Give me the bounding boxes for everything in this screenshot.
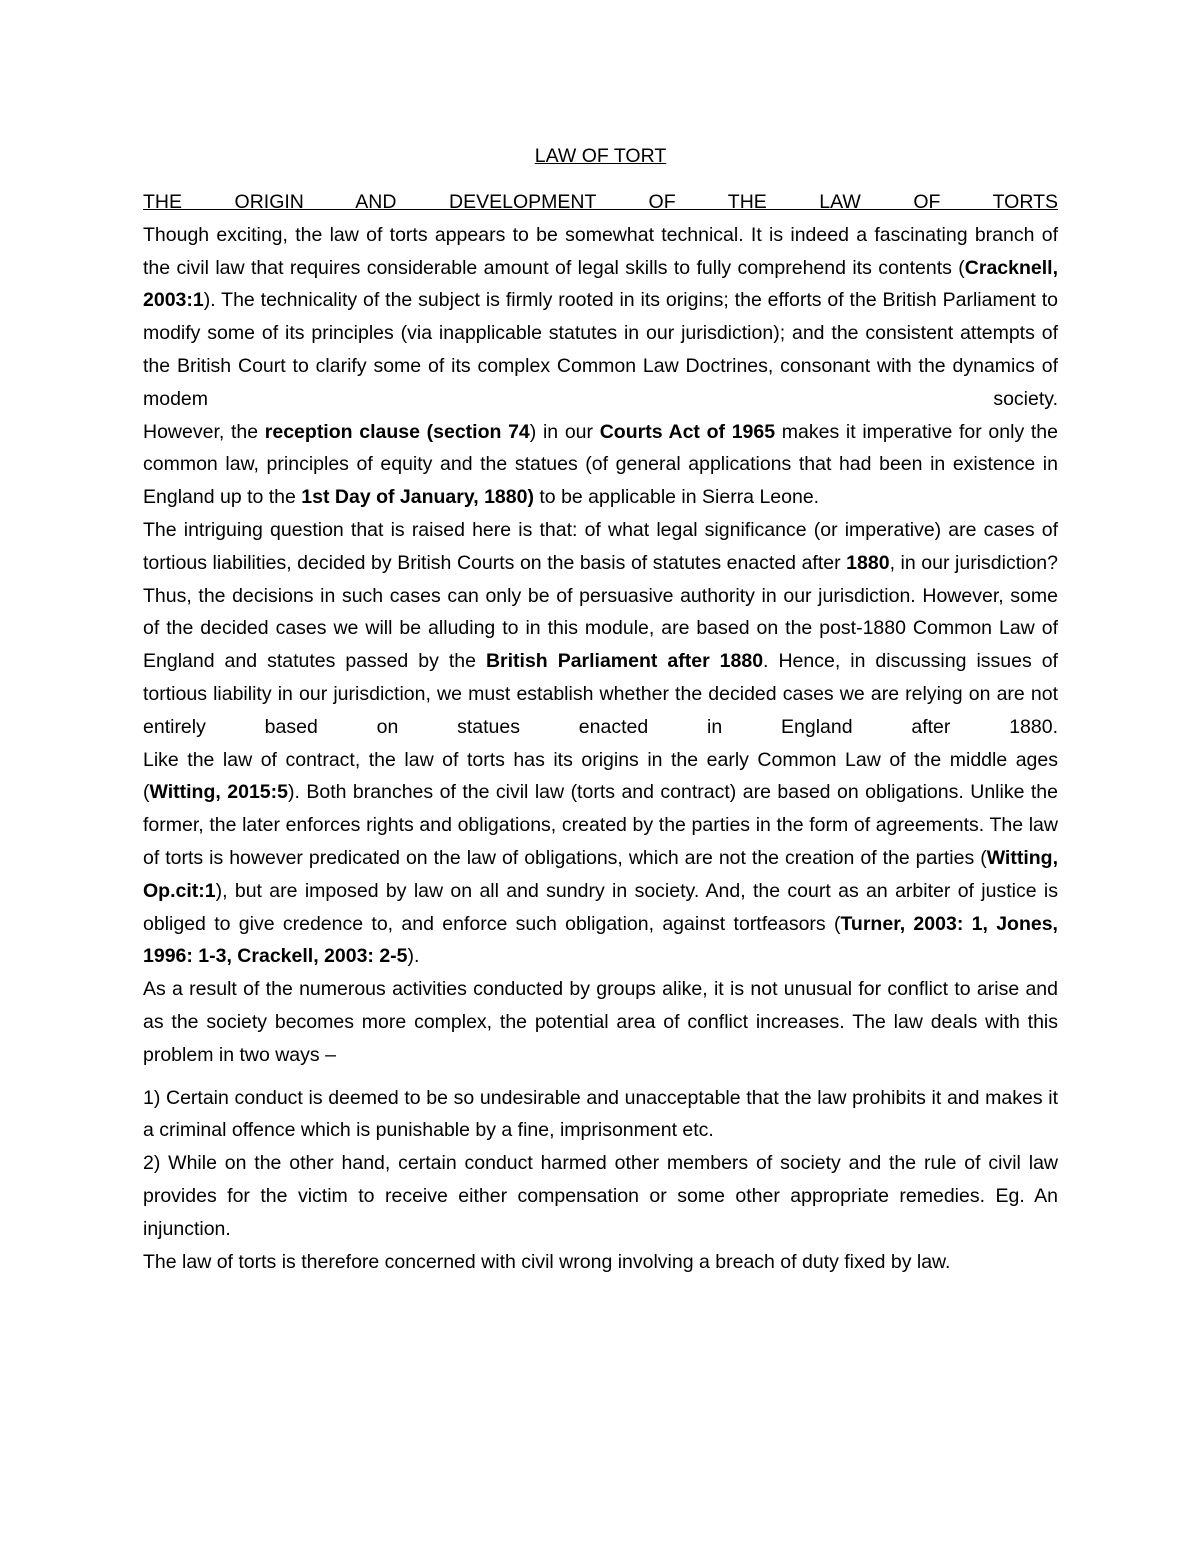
citation: Cracknell, 2003:1 [143, 256, 1058, 312]
bold-reference: 1880 [846, 551, 890, 574]
text-run: ), but are imposed by law on all and sundry in society. And, the court as an arbiter of justice is obliged to give credence to, and enforce such obligation, against tortfeasors ( [143, 879, 1058, 935]
list-item-2: 2) While on the other hand, certain conduct harmed other members of society and the rule of civil law provides for the victim to receive either compensation or some other appropriate remedies. Eg. An injunction. [143, 1152, 1058, 1240]
bold-reference: British Parliament after 1880 [485, 650, 764, 673]
text-run: ) in our [529, 420, 600, 443]
text-run: . Hence, in discussing issues of tortious liability in our jurisdiction, we must establish whether the decided cases we are relying on are not entirely based on statues enacted in England after 1880. [143, 650, 1058, 738]
paragraph-closing: The law of torts is therefore concerned with civil wrong involving a breach of duty fixed by law. [143, 1250, 951, 1273]
paragraph-origins [143, 744, 1058, 974]
section-heading: THE ORIGIN AND DEVELOPMENT OF THE LAW OF TORTS [143, 191, 1058, 213]
list-item-1: 1) Certain conduct is deemed to be so undesirable and unacceptable that the law prohibits it and makes it a criminal offence which is punishable by a fine, imprisonment etc. [143, 1086, 1058, 1142]
citation: Witting, 2015:5 [149, 781, 288, 804]
citation: Turner, 2003: 1, Jones, 1996: 1-3, Crackell, 2003: 2-5 [143, 912, 1058, 968]
paragraph-conflict: As a result of the numerous activities conducted by groups alike, it is not unusual for conflict to arise and as the society becomes more complex, the potential area of conflict increases. The law deals with this problem in two ways – [143, 978, 1058, 1066]
text-run: Like the law of contract, the law of torts has its origins in the early Common Law of the middle ages ( [143, 748, 1058, 804]
text-run: to be applicable in Sierra Leone. [533, 486, 820, 509]
text-run: makes it imperative for only the common law, principles of equity and the statues (of general applications that had been in existence in England up to the [143, 420, 1058, 509]
document-page [143, 136, 1058, 1278]
citation: Witting, Op.cit:1 [143, 846, 1058, 902]
paragraph-intro [143, 219, 1058, 416]
bold-reference: Courts Act of 1965 [599, 420, 776, 443]
bold-reference: 1st Day of January, 1880) [301, 486, 534, 509]
text-run: However, the [143, 420, 265, 443]
text-run: , in our jurisdiction? Thus, the decisions in such cases can only be of persuasive authority in our jurisdiction. However, some of the decided cases we will be alluding to in this module, are based on the post-1880 Common Law of England and statutes passed by the [143, 551, 1058, 673]
text-run: ). [407, 945, 420, 968]
text-run: The intriguing question that is raised here is that: of what legal significance (or imperative) are cases of tortious liabilities, decided by British Courts on the basis of statutes enacted after [143, 518, 1058, 574]
text-run: ). Both branches of the civil law (torts and contract) are based on obligations. Unlike the former, the later enforces rights and obligations, created by the parties in the form of agreements. The law of torts is however predicated on the law of obligations, which are not the creation of the parties ( [143, 781, 1058, 869]
paragraph-reception-clause [143, 416, 1058, 514]
bold-reference: reception clause (section 74 [264, 420, 530, 443]
paragraph-question [143, 514, 1058, 744]
document-title: LAW OF TORT [534, 145, 667, 167]
text-run: Though exciting, the law of torts appears to be somewhat technical. It is indeed a fascinating branch of the civil law that requires considerable amount of legal skills to fully comprehend its contents ( [143, 223, 1058, 279]
text-run: ). The technicality of the subject is firmly rooted in its origins; the efforts of the British Parliament to modify some of its principles (via inapplicable statutes in our jurisdiction); and the consistent attempts of the British Court to clarify some of its complex Common Law Doctrines, consonant with the dynamics of modem society. [143, 289, 1058, 410]
